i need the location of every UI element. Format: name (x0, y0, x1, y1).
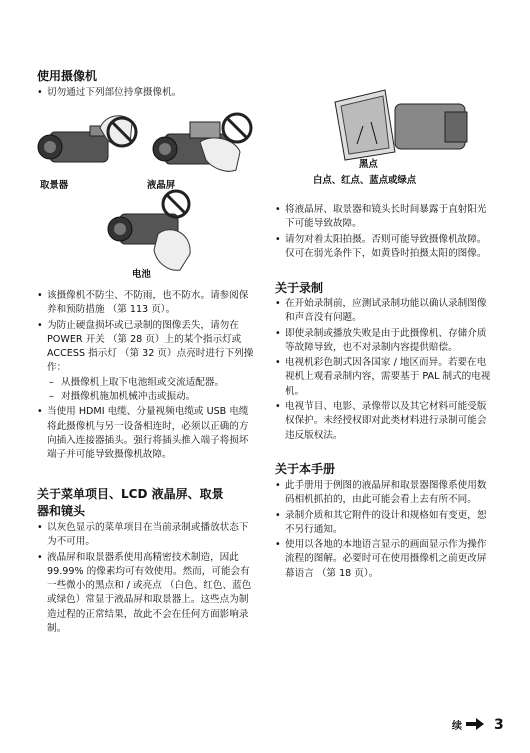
page-number: 3 (494, 716, 504, 733)
intro-list (37, 86, 257, 101)
caption-battery: 电池 (132, 269, 151, 280)
camera-viewfinder-figure (38, 116, 132, 162)
section-title-manual: 关于本手册 (275, 462, 336, 476)
camera-battery-figure (108, 214, 190, 270)
caption-black-dot: 黑点 (359, 159, 378, 170)
list-item (37, 319, 257, 405)
list-item: • 液晶屏和取景器系使用高精密技术制造，因此 99.99% 的像素均可有效使用。然而，可能会有一些微小的黑点和 / 或亮点 （白色、红色、蓝色或绿色）常显于液晶屏和取景器上。这些点为制造过程的正常结果，故此不会在任何方面影响录制。 (37, 551, 257, 637)
continued-label: 续 (452, 721, 462, 732)
manual-list (275, 479, 495, 582)
list-item: • 将液晶屏、取景器和镜头长时间暴露于直射阳光下可能导致故障。 (275, 203, 495, 232)
list-item: • 即使录制或播放失败是由于此摄像机、存储介质等故障导致，也不对录制内容提供赔偿。 (275, 327, 495, 356)
list-item: • 电视节目、电影、录像带以及其它材料可能受版权保护。未经授权即对此类材料进行录制可能会违反版权法。 (275, 400, 495, 443)
section-title-menu-lcd: 关于菜单项目、LCD 液晶屏、取景 器和镜头 (37, 487, 224, 518)
list-item: • 使用以各地的本地语言显示的画面显示作为操作流程的图解。必要时可在使用摄像机之前更改屏幕语言 （第 18 页）。 (275, 538, 495, 581)
list-item: • 请勿对着太阳拍摄。否则可能导致摄像机故障。仅可在弱光条件下，如黄昏时拍摄太阳的图像。 (275, 233, 495, 262)
camera-use-list (37, 289, 257, 464)
sub-list-item: – 从摄像机上取下电池组或交流适配器。 (47, 376, 257, 390)
list-item: • 录制介质和其它附件的设计和规格如有变更，恕不另行通知。 (275, 509, 495, 538)
section-title-using-camera: 使用摄像机 (37, 69, 98, 83)
camera-lcd-figure (153, 122, 240, 171)
sunlight-list (275, 203, 495, 262)
holding-camera-illustration (30, 104, 260, 284)
sub-list (47, 376, 257, 405)
list-item: • 此手册用于例图的液晶屏和取景器图像系使用数码相机抓拍的，由此可能会看上去有所不同。 (275, 479, 495, 508)
caption-lcd: 液晶屏 (147, 180, 176, 191)
page-footer (452, 715, 504, 734)
lcd-dots-illustration (325, 82, 475, 162)
prohibition-icon (163, 191, 189, 217)
list-item: • 当使用 HDMI 电缆、分量视频电缆或 USB 电缆将此摄像机与另一设备相连时，必须以正确的方向插入连接器插头。强行将插头推入端子将损坏端子并可能导致摄像机故障。 (37, 405, 257, 462)
continue-arrow-icon (466, 715, 484, 734)
prohibition-icon (223, 114, 251, 142)
list-item: • 以灰色显示的菜单项目在当前录制或播放状态下为不可用。 (37, 521, 257, 550)
sub-list-item: – 对摄像机施加机械冲击或振动。 (47, 390, 257, 404)
caption-viewfinder: 取景器 (40, 180, 69, 191)
list-item-text: 为防止硬盘损坏或已录制的图像丢失，请勿在 POWER 开关 （第 28 页）上的某个指示灯或 ACCESS 指示灯 （第 32 页）点亮时进行下列操作： (47, 319, 254, 374)
list-item: • 切勿通过下列部位持拿摄像机。 (37, 86, 257, 100)
list-item: • 电视机彩色制式因各国家 / 地区而异。若要在电视机上观看录制内容，需要基于 PAL 制式的电视机。 (275, 356, 495, 399)
list-item: • 该摄像机不防尘、不防雨，也不防水。请参阅保养和预防措施 （第 113 页）。 (37, 289, 257, 318)
recording-list (275, 297, 495, 444)
list-item: • 在开始录制前，应测试录制功能以确认录制图像和声音没有问题。 (275, 297, 495, 326)
caption-colored-dots: 白点、红点、蓝点或绿点 (313, 175, 417, 186)
section-title-recording: 关于录制 (275, 281, 324, 295)
menu-lcd-list (37, 521, 257, 637)
